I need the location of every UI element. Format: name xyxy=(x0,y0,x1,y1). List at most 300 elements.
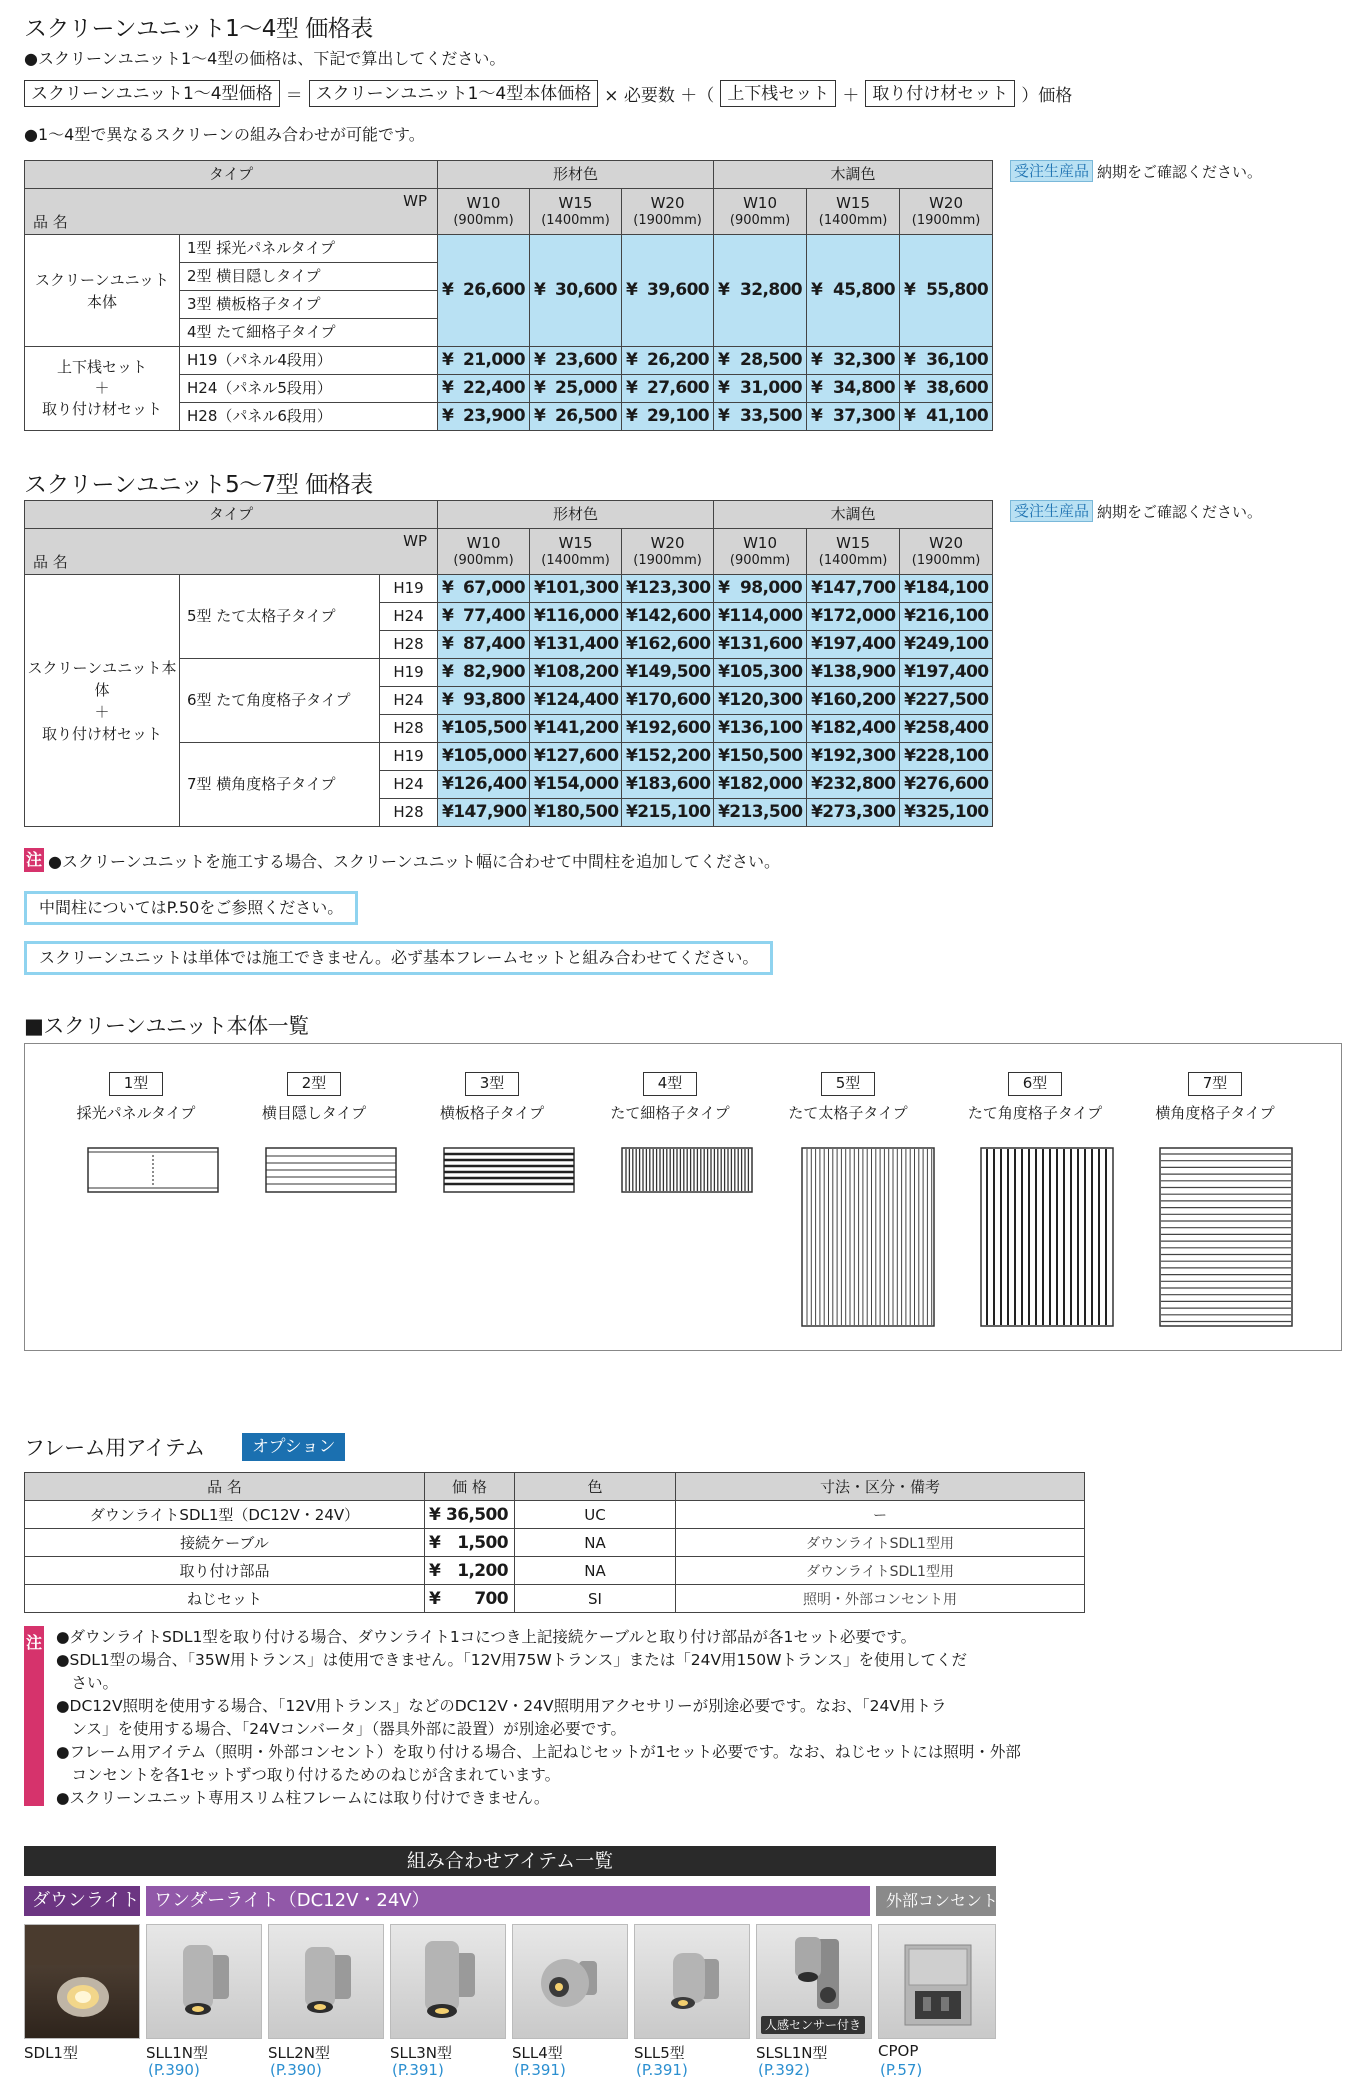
price-value: 232,800 xyxy=(822,774,896,794)
price-value: 105,500 xyxy=(453,718,527,738)
price-cell xyxy=(530,715,622,743)
price-value: 216,100 xyxy=(915,606,989,626)
product-sdl1 xyxy=(24,1924,140,2039)
price-cell xyxy=(530,743,622,771)
price-cell xyxy=(438,403,530,431)
price-formula xyxy=(24,80,1078,107)
price-value: 23,900 xyxy=(463,406,526,426)
header-mokucho: 木調色 xyxy=(714,501,993,529)
yen-sign: ¥ xyxy=(904,690,916,710)
w10-label: W10 xyxy=(743,533,778,552)
frame-notes xyxy=(24,1626,1104,1806)
price-cell xyxy=(900,603,993,631)
mm900-label: (900mm) xyxy=(729,552,791,568)
price-cell xyxy=(530,235,622,347)
yen-sign: ¥ xyxy=(904,280,916,300)
product-cpop xyxy=(878,1924,996,2039)
yen-sign: ¥ xyxy=(626,378,638,398)
note-line: ●フレーム用アイテム（照明・外部コンセント）を取り付ける場合、上記ねじセットが1セット必要です。なお、ねじセットには照明・外部 xyxy=(56,1743,1021,1761)
yen-sign: ¥ xyxy=(442,802,454,822)
price-value: 170,600 xyxy=(637,690,711,710)
price-cell xyxy=(530,771,622,799)
header-hinmei: 品 名 xyxy=(33,213,68,231)
downlight-icon xyxy=(25,1925,140,2039)
price-value: 33,500 xyxy=(740,406,803,426)
frame-header-color: 色 xyxy=(515,1473,676,1501)
header-w10-wood xyxy=(714,529,807,575)
formula-mount-set: 取り付け材セット xyxy=(865,80,1015,107)
price-cell xyxy=(622,347,714,375)
price-cell xyxy=(530,799,622,827)
yen-sign: ¥ xyxy=(904,350,916,370)
price-value: 36,500 xyxy=(445,1504,508,1525)
type2-panel-illustration xyxy=(265,1147,397,1193)
price-value: 147,700 xyxy=(822,578,896,598)
price-value: 162,600 xyxy=(637,634,711,654)
yen-sign: ¥ xyxy=(811,718,823,738)
price-cell xyxy=(714,575,807,603)
product-name: SDL1型 xyxy=(24,2044,78,2062)
spotlight-icon xyxy=(147,1925,262,2039)
price-value: 127,600 xyxy=(545,746,619,766)
yen-sign: ¥ xyxy=(534,378,546,398)
price-value: 325,100 xyxy=(915,802,989,822)
type1-panel-illustration xyxy=(87,1147,219,1193)
price-value: 182,000 xyxy=(729,774,803,794)
yen-sign: ¥ xyxy=(811,606,823,626)
price-cell xyxy=(530,687,622,715)
product-page-ref[interactable]: (P.390) xyxy=(148,2061,200,2079)
header-w15-wood xyxy=(807,529,900,575)
height-label: H24 xyxy=(380,687,438,715)
price-value: 123,300 xyxy=(637,578,711,598)
price-value: 183,600 xyxy=(637,774,711,794)
order-notice-2 xyxy=(1010,500,1262,522)
body-name: スクリーンユニット 本体 xyxy=(25,235,180,347)
gallery-name: たて角度格子タイプ xyxy=(967,1104,1103,1122)
price-cell xyxy=(807,631,900,659)
header-w10-wood xyxy=(714,189,807,235)
note-line: ●SDL1型の場合、「35W用トランス」は使用できません。「12V用75Wトランス」または「24V用150Wトランス」を使用してくだ xyxy=(56,1651,967,1669)
yen-sign: ¥ xyxy=(442,690,454,710)
formula-rail-set: 上下桟セット xyxy=(720,80,836,107)
product-name: CPOP xyxy=(878,2042,919,2060)
frame-item-name: ダウンライトSDL1型（DC12V・24V） xyxy=(25,1501,425,1529)
price-cell xyxy=(714,347,807,375)
spotlight-icon xyxy=(513,1925,628,2039)
price-cell xyxy=(438,347,530,375)
header-w20-wood xyxy=(900,529,993,575)
yen-sign: ¥ xyxy=(442,606,454,626)
price-table-5to7 xyxy=(24,500,993,827)
order-text: 納期をご確認ください。 xyxy=(1097,162,1263,181)
mm1900-label: (1900mm) xyxy=(633,212,702,228)
price-cell xyxy=(807,375,900,403)
w20-label: W20 xyxy=(929,533,964,552)
mm1900-label: (1900mm) xyxy=(633,552,702,568)
gallery-item-6 xyxy=(961,1072,1109,1123)
section1-note: ●スクリーンユニット1～4型の価格は、下記で算出してください。 xyxy=(24,49,506,68)
price-cell xyxy=(530,375,622,403)
price-cell xyxy=(900,403,993,431)
height-label: H24 xyxy=(380,771,438,799)
price-value: 105,300 xyxy=(729,662,803,682)
price-value: 124,400 xyxy=(545,690,619,710)
price-value: 34,800 xyxy=(833,378,896,398)
price-cell xyxy=(900,375,993,403)
price-value: 184,100 xyxy=(915,578,989,598)
price-cell xyxy=(622,743,714,771)
price-cell xyxy=(438,603,530,631)
price-cell xyxy=(714,659,807,687)
header-w10 xyxy=(438,189,530,235)
note-row-1 xyxy=(24,848,780,872)
gallery-item-5 xyxy=(783,1072,913,1123)
frame-item-note: ー xyxy=(676,1501,1085,1529)
yen-sign: ¥ xyxy=(534,662,546,682)
header-w20 xyxy=(622,189,714,235)
note-line: ●DC12V照明を使用する場合、「12V用トランス」などのDC12V・24V照明用アクセサリーが別途必要です。なお、「24V用トラ xyxy=(56,1697,947,1715)
yen-sign: ¥ xyxy=(626,350,638,370)
price-value: 23,600 xyxy=(555,350,618,370)
price-value: 700 xyxy=(474,1588,508,1609)
yen-sign: ¥ xyxy=(534,690,546,710)
price-value: 77,400 xyxy=(463,606,526,626)
yen-sign: ¥ xyxy=(626,578,638,598)
mm1400-label: (1400mm) xyxy=(541,212,610,228)
price-value: 39,600 xyxy=(647,280,710,300)
gallery-label: 5型 xyxy=(821,1072,875,1096)
price-value: 154,000 xyxy=(545,774,619,794)
gallery-name: たて太格子タイプ xyxy=(788,1104,908,1122)
price-value: 131,600 xyxy=(729,634,803,654)
type3-panel-illustration xyxy=(443,1147,575,1193)
price-value: 276,600 xyxy=(915,774,989,794)
price-cell xyxy=(714,687,807,715)
height-label: H28 xyxy=(380,799,438,827)
yen-sign: ¥ xyxy=(904,662,916,682)
formula-body-price: スクリーンユニット1～4型本体価格 xyxy=(309,80,599,107)
product-page-ref[interactable]: (P.391) xyxy=(392,2061,444,2079)
yen-sign: ¥ xyxy=(626,406,638,426)
gallery-item-4 xyxy=(605,1072,735,1123)
price-cell xyxy=(900,631,993,659)
note-badge: 注 xyxy=(24,848,44,872)
yen-sign: ¥ xyxy=(811,634,823,654)
price-cell xyxy=(714,603,807,631)
price-cell xyxy=(622,687,714,715)
w10-label: W10 xyxy=(466,193,501,212)
yen-sign: ¥ xyxy=(811,774,823,794)
mm1400-label: (1400mm) xyxy=(818,552,888,568)
yen-sign: ¥ xyxy=(718,578,730,598)
yen-sign: ¥ xyxy=(718,690,730,710)
set-name: 上下桟セット ＋ 取り付け材セット xyxy=(25,347,180,431)
yen-sign: ¥ xyxy=(429,1504,441,1525)
yen-sign: ¥ xyxy=(429,1588,441,1609)
yen-sign: ¥ xyxy=(626,690,638,710)
frame-item-price xyxy=(425,1585,515,1613)
price-cell xyxy=(900,347,993,375)
price-cell xyxy=(438,659,530,687)
price-cell xyxy=(622,575,714,603)
product-page-ref[interactable]: (P.57) xyxy=(880,2061,923,2079)
price-value: 213,500 xyxy=(729,802,803,822)
yen-sign: ¥ xyxy=(442,662,454,682)
price-table-1to4 xyxy=(24,160,993,431)
price-value: 197,400 xyxy=(822,634,896,654)
yen-sign: ¥ xyxy=(442,746,454,766)
note-line: ンス」を使用する場合、「24Vコンバータ」（器具外部に設置）が別途必要です。 xyxy=(56,1720,627,1738)
product-name: SLL3N型 xyxy=(390,2044,452,2062)
yen-sign: ¥ xyxy=(718,280,730,300)
frame-item-note: 照明・外部コンセント用 xyxy=(676,1585,1085,1613)
frame-item-name: 取り付け部品 xyxy=(25,1557,425,1585)
price-value: 1,200 xyxy=(457,1560,508,1581)
product-name: SLL5型 xyxy=(634,2044,685,2062)
yen-sign: ¥ xyxy=(718,350,730,370)
price-value: 26,200 xyxy=(647,350,710,370)
yen-sign: ¥ xyxy=(904,378,916,398)
price-cell xyxy=(807,799,900,827)
yen-sign: ¥ xyxy=(904,746,916,766)
gallery-name: 採光パネルタイプ xyxy=(76,1104,196,1122)
product-page-ref[interactable]: (P.392) xyxy=(758,2061,810,2079)
yen-sign: ¥ xyxy=(904,774,916,794)
frame-item-color: NA xyxy=(515,1529,676,1557)
yen-sign: ¥ xyxy=(904,578,916,598)
price-value: 32,300 xyxy=(833,350,896,370)
unit-type-label: 7型 横角度格子タイプ xyxy=(180,743,380,827)
product-name: SLL1N型 xyxy=(146,2044,208,2062)
gallery-item-1 xyxy=(71,1072,201,1123)
price-cell xyxy=(807,715,900,743)
price-value: 26,600 xyxy=(463,280,526,300)
frame-header-price: 価 格 xyxy=(425,1473,515,1501)
yen-sign: ¥ xyxy=(429,1532,441,1553)
price-cell xyxy=(807,347,900,375)
yen-sign: ¥ xyxy=(718,662,730,682)
height-label: H28 xyxy=(380,631,438,659)
yen-sign: ¥ xyxy=(442,378,454,398)
price-value: 32,800 xyxy=(740,280,803,300)
price-value: 30,600 xyxy=(555,280,618,300)
price-value: 87,400 xyxy=(463,634,526,654)
price-value: 197,400 xyxy=(915,662,989,682)
price-cell xyxy=(900,799,993,827)
yen-sign: ¥ xyxy=(811,690,823,710)
price-cell xyxy=(714,631,807,659)
yen-sign: ¥ xyxy=(811,746,823,766)
price-value: 160,200 xyxy=(822,690,896,710)
gallery-label: 2型 xyxy=(287,1072,341,1096)
price-cell xyxy=(900,575,993,603)
category-downlight: ダウンライト xyxy=(24,1886,140,1916)
frame-item-color: SI xyxy=(515,1585,676,1613)
price-value: 27,600 xyxy=(647,378,710,398)
w20-label: W20 xyxy=(929,193,964,212)
header-w20 xyxy=(622,529,714,575)
gallery-label: 7型 xyxy=(1188,1072,1242,1096)
product-page-ref[interactable]: (P.391) xyxy=(514,2061,566,2079)
yen-sign: ¥ xyxy=(718,634,730,654)
yen-sign: ¥ xyxy=(442,350,454,370)
w15-label: W15 xyxy=(558,193,593,212)
mm900-label: (900mm) xyxy=(453,552,514,568)
product-sll5 xyxy=(634,1924,750,2039)
w20-label: W20 xyxy=(650,533,685,552)
price-value: 101,300 xyxy=(545,578,619,598)
gallery-label: 4型 xyxy=(643,1072,697,1096)
section2-title: スクリーンユニット5～7型 価格表 xyxy=(24,472,373,498)
formula-plus: ＋ xyxy=(842,86,860,106)
price-cell xyxy=(438,575,530,603)
price-cell xyxy=(714,799,807,827)
gallery-item-3 xyxy=(427,1072,557,1123)
yen-sign: ¥ xyxy=(626,802,638,822)
price-value: 29,100 xyxy=(647,406,710,426)
header-mokucho: 木調色 xyxy=(714,161,993,189)
w15-label: W15 xyxy=(836,193,870,212)
price-value: 21,000 xyxy=(463,350,526,370)
yen-sign: ¥ xyxy=(534,746,546,766)
price-value: 82,900 xyxy=(463,662,526,682)
yen-sign: ¥ xyxy=(442,634,454,654)
yen-sign: ¥ xyxy=(534,406,546,426)
header-keizai: 形材色 xyxy=(438,161,714,189)
formula-total: スクリーンユニット1～4型価格 xyxy=(24,80,280,107)
price-value: 22,400 xyxy=(463,378,526,398)
price-value: 38,600 xyxy=(926,378,989,398)
order-text: 納期をご確認ください。 xyxy=(1097,502,1263,521)
yen-sign: ¥ xyxy=(534,578,546,598)
height-label: H19 xyxy=(380,659,438,687)
price-cell xyxy=(530,403,622,431)
type-row: 2型 横目隠しタイプ xyxy=(180,263,438,291)
price-value: 192,300 xyxy=(822,746,896,766)
info-box-frame: スクリーンユニットは単体では施工できません。必ず基本フレームセットと組み合わせてください。 xyxy=(24,941,773,975)
frame-header-name: 品 名 xyxy=(25,1473,425,1501)
yen-sign: ¥ xyxy=(442,280,454,300)
frame-item-note: ダウンライトSDL1型用 xyxy=(676,1557,1085,1585)
price-value: 25,000 xyxy=(555,378,618,398)
yen-sign: ¥ xyxy=(626,606,638,626)
frame-item-color: UC xyxy=(515,1501,676,1529)
yen-sign: ¥ xyxy=(811,406,823,426)
gallery-name: 横板格子タイプ xyxy=(439,1104,545,1122)
table-row xyxy=(25,1529,1085,1557)
mm900-label: (900mm) xyxy=(729,212,791,228)
product-sll3n xyxy=(390,1924,506,2039)
price-value: 180,500 xyxy=(545,802,619,822)
price-value: 141,200 xyxy=(545,718,619,738)
spotlight-icon xyxy=(269,1925,384,2039)
height-label: H24 xyxy=(380,603,438,631)
gallery-item-7 xyxy=(1145,1072,1285,1123)
yen-sign: ¥ xyxy=(626,280,638,300)
price-value: 249,100 xyxy=(915,634,989,654)
yen-sign: ¥ xyxy=(904,718,916,738)
note-line: ●スクリーンユニット専用スリム柱フレームには取り付けできません。 xyxy=(56,1789,550,1807)
product-slsl1n xyxy=(756,1924,872,2039)
formula-multiply: × 必要数 ＋（ xyxy=(604,86,715,106)
gallery-name: 横目隠しタイプ xyxy=(261,1104,367,1122)
price-cell xyxy=(714,743,807,771)
mm1900-label: (1900mm) xyxy=(911,552,981,568)
header-type: タイプ xyxy=(25,161,438,189)
yen-sign: ¥ xyxy=(534,718,546,738)
price-cell xyxy=(622,771,714,799)
yen-sign: ¥ xyxy=(626,662,638,682)
price-value: 45,800 xyxy=(833,280,896,300)
price-value: 138,900 xyxy=(822,662,896,682)
header-w15 xyxy=(530,529,622,575)
price-value: 131,400 xyxy=(545,634,619,654)
yen-sign: ¥ xyxy=(811,662,823,682)
product-page-ref[interactable]: (P.390) xyxy=(270,2061,322,2079)
price-cell xyxy=(714,235,807,347)
price-cell xyxy=(622,799,714,827)
header-wp-cell xyxy=(25,189,438,235)
yen-sign: ¥ xyxy=(811,802,823,822)
yen-sign: ¥ xyxy=(718,746,730,766)
unit-gallery xyxy=(24,1043,1342,1351)
price-cell xyxy=(900,743,993,771)
order-tag: 受注生産品 xyxy=(1010,500,1093,522)
height-label: H19 xyxy=(380,743,438,771)
unit-type-label: 5型 たて太格子タイプ xyxy=(180,575,380,659)
yen-sign: ¥ xyxy=(718,774,730,794)
header-hinmei: 品 名 xyxy=(33,553,68,571)
product-sll4 xyxy=(512,1924,628,2039)
note-line: ●ダウンライトSDL1型を取り付ける場合、ダウンライト1コにつき上記接続ケーブルと取り付け部品が各1セット必要です。 xyxy=(56,1628,917,1646)
price-cell xyxy=(530,603,622,631)
height-label: H28 xyxy=(380,715,438,743)
price-value: 93,800 xyxy=(463,690,526,710)
product-page-ref[interactable]: (P.391) xyxy=(636,2061,688,2079)
formula-end: ）価格 xyxy=(1021,86,1073,106)
price-cell xyxy=(807,687,900,715)
frame-item-price xyxy=(425,1529,515,1557)
set-size-label: H28（パネル6段用） xyxy=(180,403,438,431)
frame-header-note: 寸法・区分・備考 xyxy=(676,1473,1085,1501)
w10-label: W10 xyxy=(743,193,777,212)
yen-sign: ¥ xyxy=(904,802,916,822)
product-name: SLL4型 xyxy=(512,2044,563,2062)
yen-sign: ¥ xyxy=(442,718,454,738)
price-value: 152,200 xyxy=(637,746,711,766)
combo-title: 組み合わせアイテム一覧 xyxy=(24,1846,996,1876)
yen-sign: ¥ xyxy=(429,1560,441,1581)
yen-sign: ¥ xyxy=(904,406,916,426)
gallery-item-2 xyxy=(249,1072,379,1123)
price-cell xyxy=(530,575,622,603)
yen-sign: ¥ xyxy=(626,746,638,766)
yen-sign: ¥ xyxy=(442,774,454,794)
category-outlet: 外部コンセント xyxy=(876,1886,996,1916)
yen-sign: ¥ xyxy=(811,378,823,398)
table-row xyxy=(25,1501,1085,1529)
price-cell xyxy=(622,715,714,743)
price-cell xyxy=(622,603,714,631)
gallery-label: 6型 xyxy=(1008,1072,1062,1096)
price-cell xyxy=(714,715,807,743)
price-value: 116,000 xyxy=(545,606,619,626)
price-cell xyxy=(807,403,900,431)
note-line: さい。 xyxy=(56,1674,119,1692)
price-cell xyxy=(900,235,993,347)
unit-type-label: 6型 たて角度格子タイプ xyxy=(180,659,380,743)
